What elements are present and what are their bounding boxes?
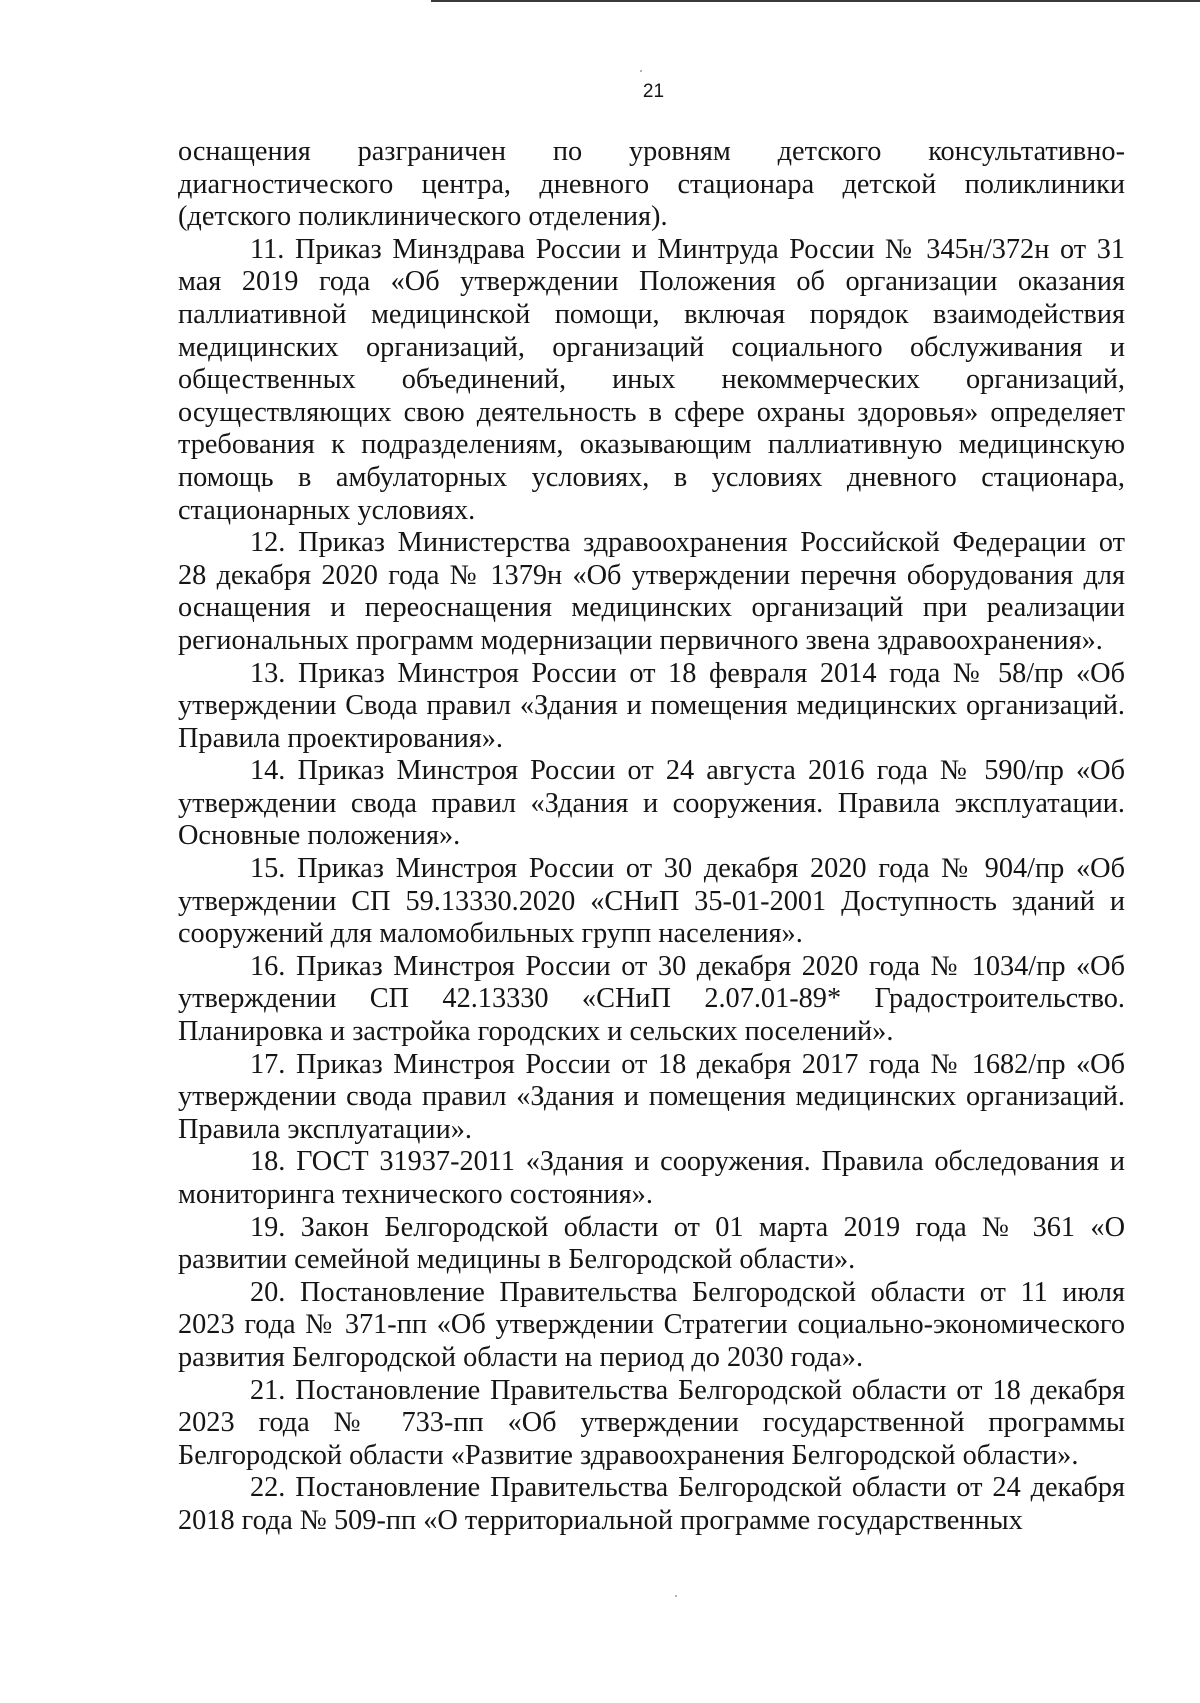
list-item-13: [178, 658, 1125, 756]
list-item-22: [178, 1472, 1125, 1537]
list-item-text: Приказ Минстроя России от 24 августа 2016 года № 590/пр «Об утверждении свода правил «Здания и сооружения. Правила эксплуатации. Основные положения».: [178, 755, 1125, 852]
list-item-text: Приказ Минстроя России от 18 февраля 2014 года № 58/пр «Об утверждении Свода правил «Здания и помещения медицинских организаций. Правила проектирования».: [178, 657, 1125, 754]
list-item-text: Постановление Правительства Белгородской области от 24 декабря 2018 года № 509-пп «О территориальной программе государственных: [178, 1472, 1125, 1536]
list-item-text: ГОСТ 31937-2011 «Здания и сооружения. Правила обследования и мониторинга технического состояния».: [178, 1146, 1125, 1210]
document-body: [178, 136, 1125, 1538]
list-item-text: Приказ Минстроя России от 30 декабря 2020 года № 1034/пр «Об утверждении СП 42.13330 «СНиП 2.07.01-89* Градостроительство. Планировка и застройка городских и сельских поселений».: [178, 950, 1126, 1048]
list-item-text: Постановление Правительства Белгородской области от 11 июля 2023 года № 371-пп «Об утверждении Стратегии социально-экономического развития Белгородской области на период до 2030 года».: [178, 1276, 1125, 1373]
list-item-number: 13.: [250, 657, 286, 689]
list-item-text: Постановление Правительства Белгородской области от 18 декабря 2023 года № 733-пп «Об утверждении государственной программы Белгородской области «Развитие здравоохранения Белгородской области».: [178, 1374, 1125, 1471]
list-item-number: 22.: [250, 1472, 286, 1504]
list-item-17: [178, 1049, 1125, 1147]
top-border-line: [431, 0, 1200, 2]
paragraph-continuation: [178, 136, 1125, 234]
list-item-number: 16.: [250, 950, 286, 982]
list-item-number: 14.: [250, 755, 286, 787]
paragraph-text: оснащения разграничен по уровням детского консультативно-диагностического центра, дневного стационара детской поликлиники (детского поликлинического отделения).: [178, 136, 1125, 233]
list-item-number: 11.: [250, 233, 285, 265]
list-item-text: Приказ Минстроя России от 30 декабря 2020 года № 904/пр «Об утверждении СП 59.13330.2020 «СНиП 35-01-2001 Доступность зданий и сооружений для маломобильных групп населения».: [178, 853, 1125, 950]
scan-speck: [675, 1595, 677, 1597]
list-item-20: [178, 1277, 1125, 1375]
list-item-number: 15.: [250, 853, 286, 885]
list-item-21: [178, 1375, 1125, 1473]
list-item-16: [178, 951, 1125, 1049]
list-item-number: 21.: [250, 1374, 286, 1406]
list-item-12: [178, 527, 1125, 657]
list-item-11: [178, 234, 1125, 527]
list-item-text: Приказ Минздрава России и Минтруда России № 345н/372н от 31 мая 2019 года «Об утверждении Положения об организации оказания паллиативной медицинской помощи, включая порядок взаимодействия медицинских организаций, организаций социального обслуживания и общественных объединений, иных некоммерческих организаций, осуществляющих свою деятельность в сфере охраны здоровья» определяет требования к подразделениям, оказывающим паллиативную медицинскую помощь в амбулаторных условиях, в условиях дневного стационара, стационарных условиях.: [178, 233, 1125, 526]
scan-speck: [640, 70, 642, 72]
list-item-number: 12.: [250, 527, 286, 559]
list-item-19: [178, 1212, 1125, 1277]
list-item-text: Приказ Минстроя России от 18 декабря 2017 года № 1682/пр «Об утверждении свода правил «Здания и помещения медицинских организаций. Правила эксплуатации».: [178, 1048, 1126, 1145]
list-item-number: 18.: [250, 1146, 286, 1178]
list-item-number: 19.: [250, 1211, 286, 1243]
list-item-text: Закон Белгородской области от 01 марта 2019 года № 361 «О развитии семейной медицины в Белгородской области».: [178, 1211, 1126, 1276]
list-item-15: [178, 853, 1125, 951]
list-item-number: 17.: [250, 1048, 286, 1080]
list-item-number: 20.: [250, 1276, 286, 1308]
list-item-text: Приказ Министерства здравоохранения Российской Федерации от 28 декабря 2020 года № 1379н «Об утверждении перечня оборудования для оснащения и переоснащения медицинских организаций при реализации региональных программ модернизации первичного звена здравоохранения».: [178, 527, 1126, 656]
page-number: 21: [642, 81, 665, 102]
list-item-18: [178, 1146, 1125, 1211]
list-item-14: [178, 755, 1125, 853]
